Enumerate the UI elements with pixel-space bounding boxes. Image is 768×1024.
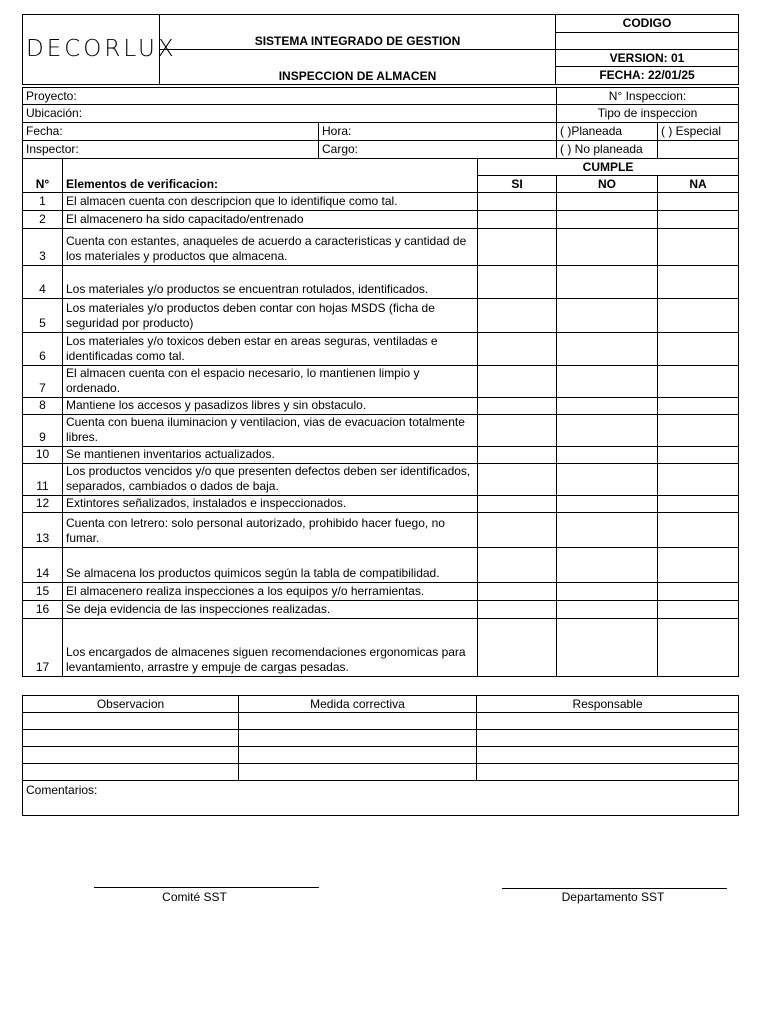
na-cell[interactable] [658, 447, 739, 464]
no-planeada-option[interactable]: ( ) No planeada [557, 141, 658, 159]
codigo-label: CODIGO [556, 15, 739, 33]
item-number: 12 [23, 496, 63, 513]
no-cell[interactable] [557, 513, 658, 548]
item-text: Se mantienen inventarios actualizados. [63, 447, 478, 464]
si-cell[interactable] [478, 548, 557, 583]
item-number: 14 [23, 548, 63, 583]
item-text: El almacenero ha sido capacitado/entrenado [63, 211, 478, 229]
company-logo: DECORLUX [23, 15, 160, 85]
especial-option[interactable]: ( ) Especial [658, 123, 739, 141]
si-cell[interactable] [478, 513, 557, 548]
na-cell[interactable] [658, 333, 739, 366]
item-text: Los encargados de almacenes siguen recomendaciones ergonomicas para levantamiento, arrastre y empuje de cargas pesadas. [63, 619, 478, 677]
item-number: 13 [23, 513, 63, 548]
observation-cell[interactable] [23, 764, 239, 781]
responsable-cell[interactable] [477, 764, 739, 781]
si-cell[interactable] [478, 464, 557, 496]
medida-cell[interactable] [239, 747, 477, 764]
na-cell[interactable] [658, 583, 739, 601]
hora-field[interactable]: Hora: [319, 123, 557, 141]
item-text: Los productos vencidos y/o que presenten defectos deben ser identificados, separados, cambiados o dados de baja. [63, 464, 478, 496]
elements-header: Elementos de verificacion: [63, 159, 478, 193]
no-cell[interactable] [557, 583, 658, 601]
item-text: El almacenero realiza inspecciones a los equipos y/o herramientas. [63, 583, 478, 601]
cumple-header: CUMPLE [478, 159, 739, 176]
na-cell[interactable] [658, 548, 739, 583]
comentarios-field[interactable]: Comentarios: [23, 781, 739, 816]
codigo-value [556, 33, 739, 50]
item-text: Los materiales y/o productos se encuentran rotulados, identificados. [63, 266, 478, 299]
observation-cell[interactable] [23, 713, 239, 730]
na-cell[interactable] [658, 496, 739, 513]
responsable-cell[interactable] [477, 730, 739, 747]
si-cell[interactable] [478, 229, 557, 266]
proyecto-field[interactable]: Proyecto: [23, 88, 557, 105]
responsable-cell[interactable] [477, 747, 739, 764]
n-inspeccion-field[interactable]: N° Inspeccion: [557, 88, 739, 105]
medida-cell[interactable] [239, 730, 477, 747]
na-cell[interactable] [658, 619, 739, 677]
item-number: 4 [23, 266, 63, 299]
si-cell[interactable] [478, 398, 557, 415]
no-cell[interactable] [557, 464, 658, 496]
item-text: Cuenta con letrero: solo personal autorizado, prohibido hacer fuego, no fumar. [63, 513, 478, 548]
na-header: NA [658, 176, 739, 193]
no-cell[interactable] [557, 333, 658, 366]
observation-cell[interactable] [23, 747, 239, 764]
na-cell[interactable] [658, 229, 739, 266]
item-number: 17 [23, 619, 63, 677]
signature-line-left [94, 887, 319, 888]
doc-title: INSPECCION DE ALMACEN [160, 50, 556, 85]
si-cell[interactable] [478, 193, 557, 211]
si-cell[interactable] [478, 366, 557, 398]
no-cell[interactable] [557, 601, 658, 619]
na-cell[interactable] [658, 415, 739, 447]
item-text: Los materiales y/o toxicos deben estar en areas seguras, ventiladas e identificadas como tal. [63, 333, 478, 366]
si-cell[interactable] [478, 601, 557, 619]
responsable-cell[interactable] [477, 713, 739, 730]
si-cell[interactable] [478, 619, 557, 677]
no-cell[interactable] [557, 447, 658, 464]
system-title: SISTEMA INTEGRADO DE GESTION [160, 15, 556, 50]
item-number: 15 [23, 583, 63, 601]
responsable-header: Responsable [477, 696, 739, 713]
na-cell[interactable] [658, 193, 739, 211]
no-cell[interactable] [557, 415, 658, 447]
no-cell[interactable] [557, 398, 658, 415]
no-cell[interactable] [557, 211, 658, 229]
cargo-field[interactable]: Cargo: [319, 141, 557, 159]
no-cell[interactable] [557, 266, 658, 299]
medida-header: Medida correctiva [239, 696, 477, 713]
na-cell[interactable] [658, 513, 739, 548]
observation-cell[interactable] [23, 730, 239, 747]
item-number: 8 [23, 398, 63, 415]
observacion-header: Observacion [23, 696, 239, 713]
na-cell[interactable] [658, 211, 739, 229]
no-cell[interactable] [557, 619, 658, 677]
fecha-field[interactable]: Fecha: [23, 123, 319, 141]
item-number: 6 [23, 333, 63, 366]
si-cell[interactable] [478, 415, 557, 447]
item-number: 5 [23, 299, 63, 333]
item-number: 11 [23, 464, 63, 496]
item-number: 10 [23, 447, 63, 464]
medida-cell[interactable] [239, 713, 477, 730]
no-cell[interactable] [557, 366, 658, 398]
na-cell[interactable] [658, 601, 739, 619]
item-text: Cuenta con estantes, anaqueles de acuerdo a caracteristicas y cantidad de los materiales y productos que almacena. [63, 229, 478, 266]
signature-label-right: Departamento SST [561, 890, 665, 904]
item-number: 2 [23, 211, 63, 229]
num-header: N° [23, 159, 63, 193]
item-number: 16 [23, 601, 63, 619]
item-text: Cuenta con buena iluminacion y ventilacion, vias de evacuacion totalmente libres. [63, 415, 478, 447]
si-cell[interactable] [478, 299, 557, 333]
no-cell[interactable] [557, 193, 658, 211]
item-text: El almacen cuenta con el espacio necesario, lo mantienen limpio y ordenado. [63, 366, 478, 398]
si-cell[interactable] [478, 211, 557, 229]
observations-table [22, 695, 739, 816]
no-cell[interactable] [557, 548, 658, 583]
si-cell[interactable] [478, 447, 557, 464]
item-text: Se deja evidencia de las inspecciones realizadas. [63, 601, 478, 619]
fecha-label: FECHA: 22/01/25 [556, 67, 739, 85]
no-cell[interactable] [557, 229, 658, 266]
na-cell[interactable] [658, 299, 739, 333]
ubicacion-field[interactable]: Ubicación: [23, 105, 557, 123]
na-cell[interactable] [658, 366, 739, 398]
item-number: 9 [23, 415, 63, 447]
na-cell[interactable] [658, 464, 739, 496]
na-cell[interactable] [658, 266, 739, 299]
no-header: NO [557, 176, 658, 193]
header-table [22, 14, 739, 85]
si-cell[interactable] [478, 583, 557, 601]
planeada-option[interactable]: ( )Planeada [557, 123, 658, 141]
item-number: 3 [23, 229, 63, 266]
item-text: El almacen cuenta con descripcion que lo identifique como tal. [63, 193, 478, 211]
no-cell[interactable] [557, 299, 658, 333]
item-number: 1 [23, 193, 63, 211]
signature-line-right [502, 888, 727, 889]
si-header: SI [478, 176, 557, 193]
item-text: Mantiene los accesos y pasadizos libres y sin obstaculo. [63, 398, 478, 415]
item-text: Se almacena los productos quimicos según la tabla de compatibilidad. [63, 548, 478, 583]
checklist-table [22, 87, 739, 677]
si-cell[interactable] [478, 266, 557, 299]
version-label: VERSION: 01 [556, 50, 739, 67]
si-cell[interactable] [478, 333, 557, 366]
no-cell[interactable] [557, 496, 658, 513]
inspector-field[interactable]: Inspector: [23, 141, 319, 159]
si-cell[interactable] [478, 496, 557, 513]
tipo-inspeccion-label: Tipo de inspeccion [557, 105, 739, 123]
item-text: Los materiales y/o productos deben contar con hojas MSDS (ficha de seguridad por producto) [63, 299, 478, 333]
signature-label-left: Comité SST [162, 890, 227, 904]
na-cell[interactable] [658, 398, 739, 415]
item-number: 7 [23, 366, 63, 398]
item-text: Extintores señalizados, instalados e inspeccionados. [63, 496, 478, 513]
medida-cell[interactable] [239, 764, 477, 781]
